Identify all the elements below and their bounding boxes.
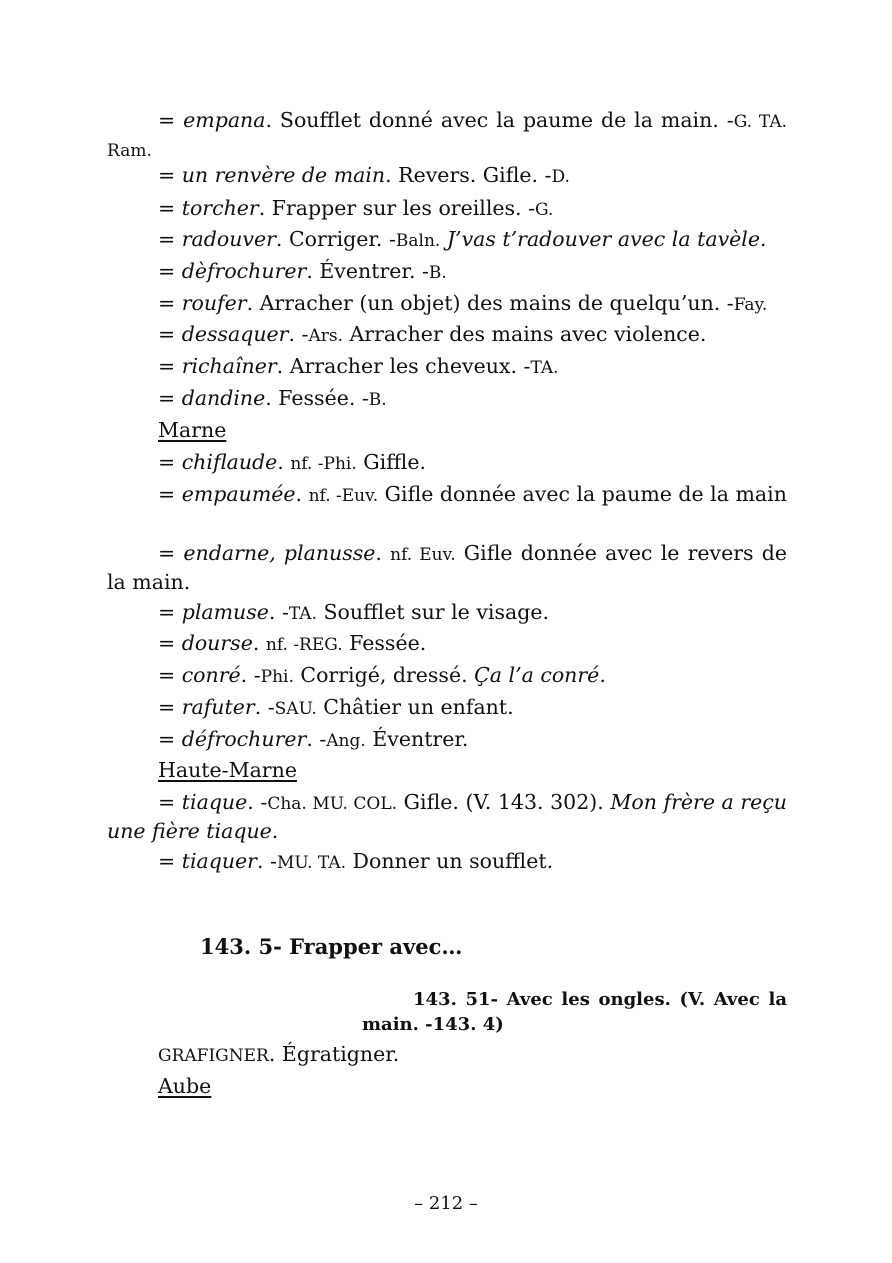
entry-tiaque: = tiaque. -Cha. MU. COL. Gifle. (V. 143. 302). Mon frère a reçu une fière tiaque. <box>107 790 787 843</box>
lexeme-word: GRAFIGNER <box>158 1046 269 1066</box>
entry-radouver: = radouver. Corriger. -Baln. J’vas t’radouver avec la tavèle. <box>158 227 767 251</box>
entry-empana: = empana. Soufflet donné avec la paume de la main. -G. TA. Ram. <box>107 108 787 161</box>
page-number: – 212 – <box>414 1193 478 1214</box>
region-heading-aube: Aube <box>158 1074 212 1098</box>
region-heading-haute-marne: Haute-Marne <box>158 758 297 782</box>
region-heading-marne: Marne <box>158 418 227 442</box>
entry-torcher: = torcher. Frapper sur les oreilles. -G. <box>158 196 554 220</box>
subsection-heading: 143. 51- Avec les ongles. (V. Avec la main. -143. 4) <box>362 989 787 1035</box>
entry-richainer: = richaîner. Arracher les cheveux. -TA. <box>158 354 559 378</box>
entry-chiflaude: = chiflaude. nf. -Phi. Giffle. <box>158 450 426 474</box>
entry-dessaquer: = dessaquer. -Ars. Arracher des mains avec violence. <box>158 322 707 346</box>
entry-roufer: = roufer. Arracher (un objet) des mains de quelqu’un. -Fay. <box>158 291 768 315</box>
entry-plamuse: = plamuse. -TA. Soufflet sur le visage. <box>158 600 549 624</box>
entry-endarne: = endarne, planusse. nf. Euv. Gifle donnée avec le revers de la main. <box>107 541 787 594</box>
entry-rafuter: = rafuter. -SAU. Châtier un enfant. <box>158 695 514 719</box>
entry-dandine: = dandine. Fessée. -B. <box>158 386 387 410</box>
lexeme-definition: . Égratigner. <box>268 1042 400 1066</box>
entry-defrochurer: = dèfrochurer. Éventrer. -B. <box>158 259 447 283</box>
entry-empaumee: = empaumée. nf. -Euv. Gifle donnée avec la paume de la main <box>158 482 787 506</box>
entry-renvere: = un renvère de main. Revers. Gifle. -D. <box>158 163 570 187</box>
entry-defrochurer-marne: = défrochurer. -Ang. Éventrer. <box>158 727 469 751</box>
section-heading: 143. 5- Frapper avec… <box>200 934 463 959</box>
lexeme-entry <box>158 1041 399 1070</box>
entry-tiaquer: = tiaquer. -MU. TA. Donner un soufflet. <box>158 849 554 873</box>
entry-dourse: = dourse. nf. -REG. Fessée. <box>158 631 427 655</box>
entry-conre: = conré. -Phi. Corrigé, dressé. Ça l’a conré. <box>158 663 606 687</box>
